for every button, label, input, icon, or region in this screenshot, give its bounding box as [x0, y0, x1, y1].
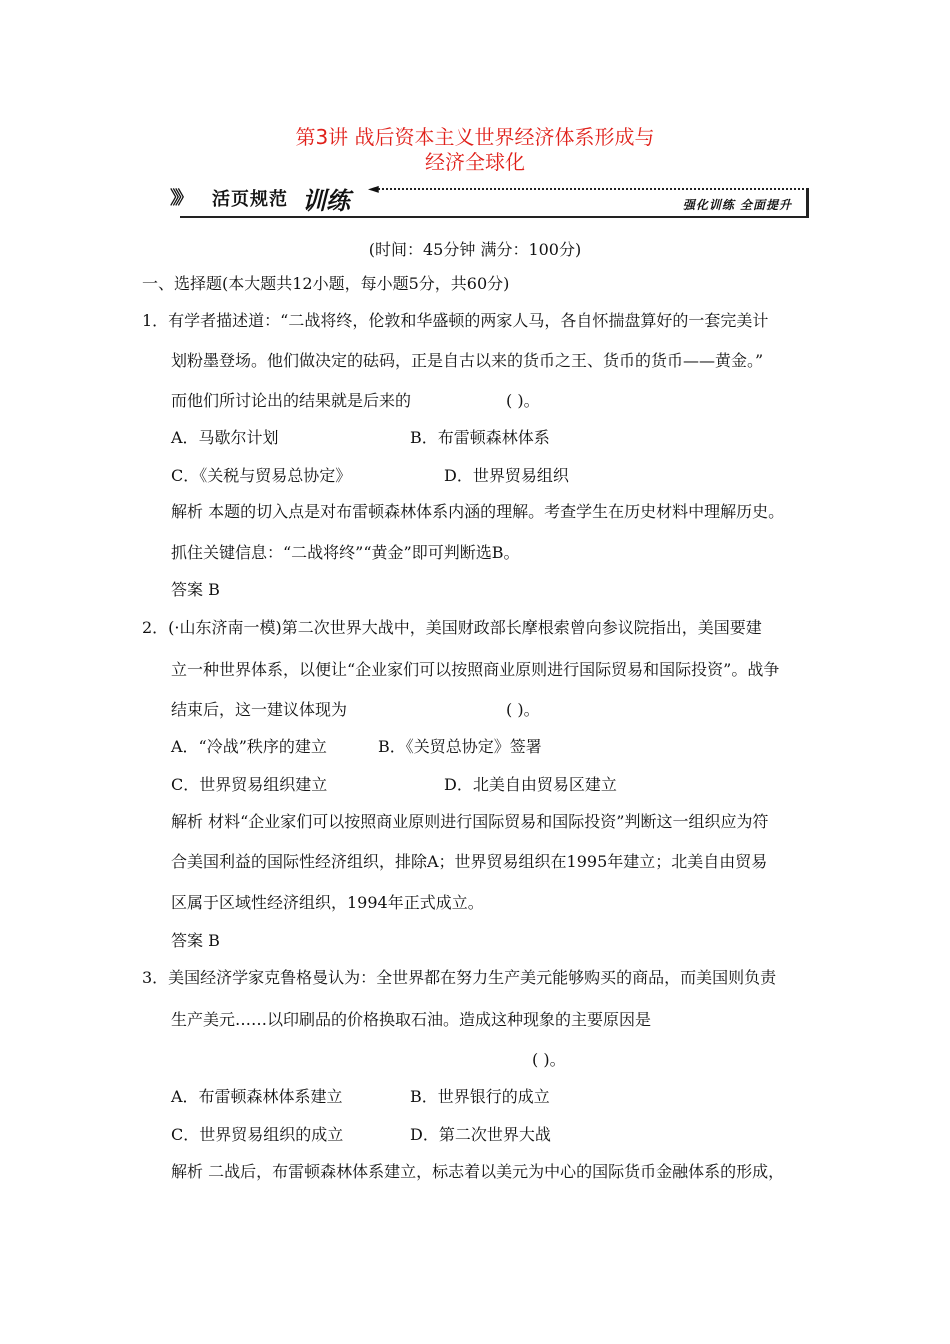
question-2-analysis-1: 解析 材料“企业家们可以按照商业原则进行国际贸易和国际投资”判断这一组织应为符 — [171, 812, 769, 831]
question-1-line-2: 划粉墨登场。他们做决定的砝码，正是自古以来的货币之王、货币的货币——黄金。” — [171, 351, 764, 370]
question-3-blank: ( )。 — [532, 1050, 566, 1069]
double-chevron-icon: 》》 — [170, 188, 189, 209]
question-1-option-b: B．布雷顿森林体系 — [410, 428, 550, 447]
question-2-option-a: A．“冷战”秩序的建立 — [171, 737, 327, 756]
page-title-line1: 第3讲 战后资本主义世界经济体系形成与 — [295, 125, 655, 149]
question-2-analysis-3: 区属于区域性经济组织，1994年正式成立。 — [171, 893, 484, 912]
question-3-option-c: C．世界贸易组织的成立 — [171, 1125, 344, 1144]
question-1-analysis-2: 抓住关键信息：“二战将终”“黄金”即可判断选B。 — [171, 543, 520, 562]
banner-underline — [180, 216, 809, 218]
banner-label-1: 活页规范 — [212, 189, 288, 210]
question-1-line-3: 而他们所讨论出的结果就是后来的 — [171, 391, 412, 410]
question-3-option-b: B．世界银行的成立 — [410, 1087, 550, 1106]
section-heading: 一、选择题(本大题共12小题，每小题5分，共60分) — [142, 274, 510, 293]
banner-slogan: 强化训练 全面提升 — [682, 198, 792, 212]
question-2-line-1: 2．(·山东济南一模)第二次世界大战中，美国财政部长摩根索曾向参议院指出，美国要建 — [142, 618, 762, 637]
time-info: (时间：45分钟 满分：100分) — [368, 240, 582, 259]
banner-right-bar — [806, 188, 809, 218]
question-1-option-a: A．马歇尔计划 — [171, 428, 279, 447]
training-banner — [170, 178, 810, 220]
page-title-line2: 经济全球化 — [425, 150, 525, 174]
question-3-line-2: 生产美元……以印刷品的价格换取石油。造成这种现象的主要原因是 — [171, 1010, 652, 1029]
question-3-option-a: A．布雷顿森林体系建立 — [171, 1087, 343, 1106]
question-2-option-d: D．北美自由贸易区建立 — [444, 775, 617, 794]
question-1-analysis-1: 解析 本题的切入点是对布雷顿森林体系内涵的理解。考查学生在历史材料中理解历史。 — [171, 502, 785, 521]
question-1-answer: 答案 B — [171, 580, 220, 599]
question-3-line-1: 3．美国经济学家克鲁格曼认为：全世界都在努力生产美元能够购买的商品，而美国则负责 — [142, 968, 777, 987]
question-2-option-c: C．世界贸易组织建立 — [171, 775, 328, 794]
question-3-analysis-1: 解析 二战后，布雷顿森林体系建立，标志着以美元为中心的国际货币金融体系的形成， — [171, 1162, 785, 1181]
arrow-left-icon: ◄ — [368, 181, 379, 197]
question-1-option-d: D．世界贸易组织 — [444, 466, 569, 485]
question-2-line-2: 立一种世界体系，以便让“企业家们可以按照商业原则进行国际贸易和国际投资”。战争 — [171, 660, 780, 679]
dotted-rule — [378, 188, 808, 190]
question-2-blank: ( )。 — [506, 700, 540, 719]
question-3-option-d: D．第二次世界大战 — [410, 1125, 551, 1144]
question-1-blank: ( )。 — [506, 391, 540, 410]
question-2-option-b: B．《关贸总协定》签署 — [378, 737, 542, 756]
question-1-line-1: 1．有学者描述道：“二战将终，伦敦和华盛顿的两家人马，各自怀揣盘算好的一套完美计 — [142, 311, 769, 330]
question-2-analysis-2: 合美国利益的国际性经济组织，排除A；世界贸易组织在1995年建立；北美自由贸易 — [171, 852, 768, 871]
question-2-line-3: 结束后，这一建议体现为 — [171, 700, 348, 719]
question-1-option-c: C．《关税与贸易总协定》 — [171, 466, 352, 485]
question-2-answer: 答案 B — [171, 931, 220, 950]
banner-label-2: 训练 — [302, 186, 350, 215]
